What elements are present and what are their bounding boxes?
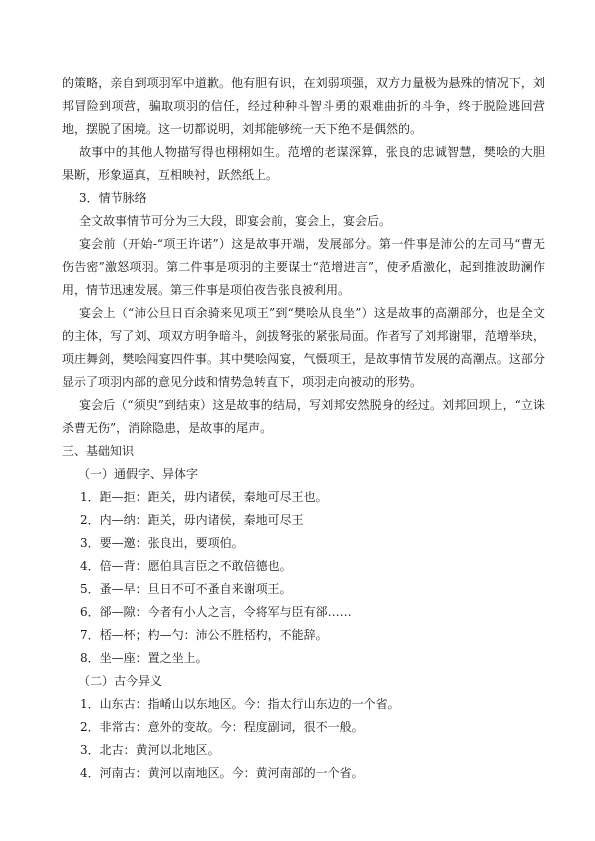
paragraph-during-banquet: 宴会上（“沛公旦日百余骑来见项王”到“樊哙从良坐”）这是故事的高潮部分，也是全文的主体，写了刘、项双方明争暗斗，剑拔弩张的紧张局面。作者写了刘邦谢罪，范增举玦，项庄舞剑，樊哙闯宴四件事。其中樊哙闯宴，气慑项王，是故事情节发展的高潮点。这部分显示了项羽内部的意见分歧和情势急转直下，项羽走向被动的形势。 (62, 306, 545, 389)
list-item: 1．距—拒：距关，毋内诸侯，秦地可尽王也。 (80, 490, 328, 504)
subsection-heading-gujinyiyi: （二）古今异义 (78, 674, 163, 688)
subsection-heading-tongjiazi: （一）通假字、异体字 (78, 467, 199, 481)
list-item: 6．郤—隙：今者有小人之言，令将军与臣有郤…… (80, 605, 352, 619)
paragraph-liubang-strategy: 的策略，亲自到项羽军中道歉。他有胆有识，在刘弱项强，双方力量极为悬殊的情况下，刘邦冒险到项营，骗取项羽的信任，经过种种斗智斗勇的艰难曲折的斗争，终于脱险逃回营地，摆脱了困境。这一切都说明，刘邦能够统一天下绝不是偶然的。 (62, 76, 545, 136)
list-item: 2．非常古：意外的变故。今：程度副词，很不一般。 (80, 720, 364, 734)
paragraph-other-characters: 故事中的其他人物描写得也栩栩如生。范增的老谋深算，张良的忠诚智慧，樊哙的大胆果断，形象逼真，互相映衬，跃然纸上。 (62, 145, 545, 182)
list-item: 2．内—纳：距关，毋内诸侯，秦地可尽王 (80, 513, 304, 527)
heading-plot-outline: 3．情节脉络 (79, 191, 147, 205)
list-item: 4．河南古：黄河以南地区。今：黄河南部的一个省。 (80, 766, 364, 780)
list-item: 5．蚤—早：旦日不可不蚤自来谢项王。 (80, 582, 292, 596)
paragraph-after-banquet: 宴会后（“须臾”到结束）这是故事的结局，写刘邦安然脱身的经过。刘邦回坝上，“立诛杀曹无伤”，消除隐患，是故事的尾声。 (62, 398, 545, 435)
list-item: 8．坐—座：置之坐上。 (80, 651, 208, 665)
list-item: 7．桮—杯；杓—勺：沛公不胜桮杓，不能辞。 (80, 628, 328, 642)
list-item: 3．北古：黄河以北地区。 (80, 743, 220, 757)
list-item: 1．山东古：指崤山以东地区。今：指太行山东边的一个省。 (80, 697, 400, 711)
list-item: 3．要—邀：张良出，要项伯。 (80, 536, 244, 550)
paragraph-plot-summary: 全文故事情节可分为三大段，即宴会前，宴会上，宴会后。 (79, 214, 392, 228)
paragraph-before-banquet: 宴会前（开始-“项王许诺”）这是故事开端，发展部分。第一件事是沛公的左司马“曹无伤告密”激怒项羽。第二件事是项羽的主要谋士“范增进言”，使矛盾激化，起到推波助澜作用，情节迅速发展。第三件事是项伯夜告张良被利用。 (62, 237, 545, 297)
section-heading-basic-knowledge: 三、基础知识 (62, 444, 135, 458)
list-item: 4．倍—背：愿伯具言臣之不敢倍德也。 (80, 559, 292, 573)
